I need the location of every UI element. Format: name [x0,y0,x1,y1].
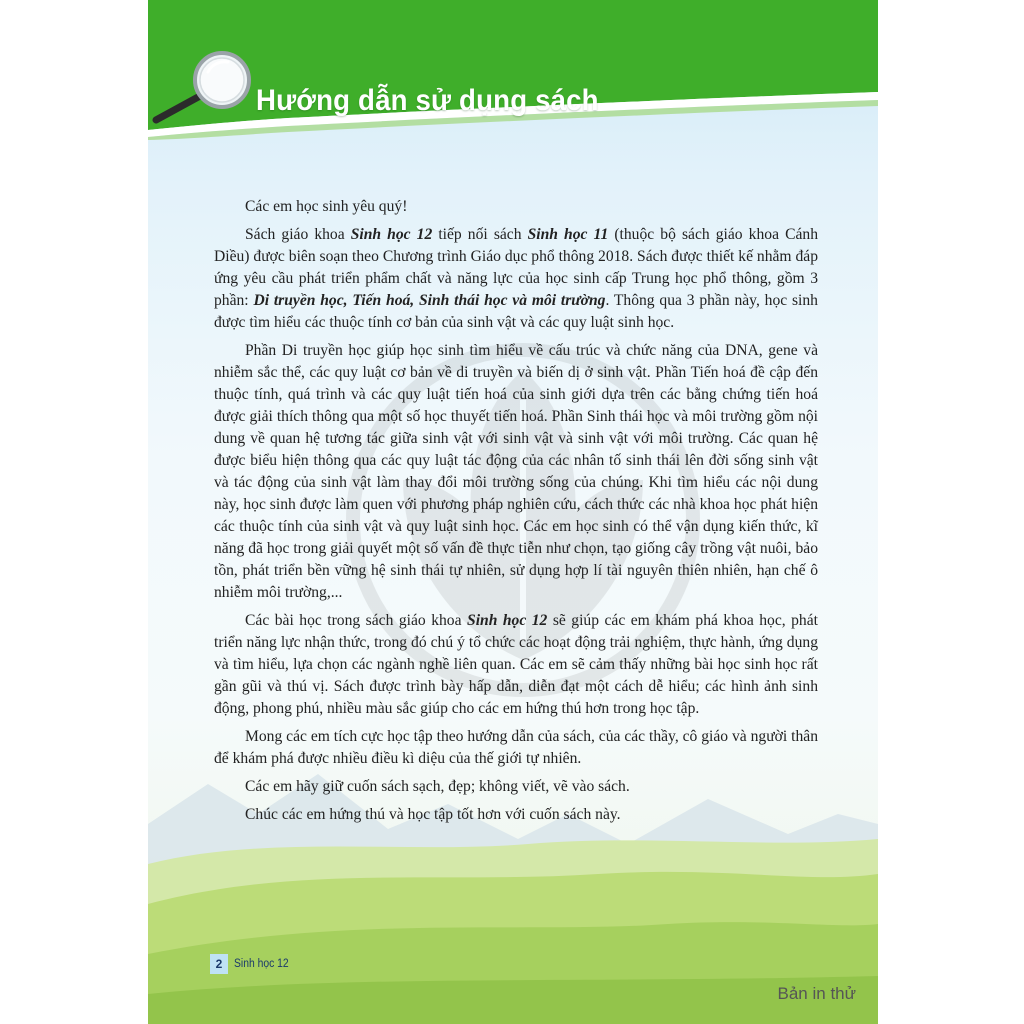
book-title-emphasis: Sinh học 12 [350,226,433,243]
sections-emphasis: Di truyền học, Tiến hoá, Sinh thái học và môi trường [253,292,606,309]
book-title-emphasis: Sinh học 11 [527,226,609,243]
content-paragraph: Phần Di truyền học giúp học sinh tìm hiểu về cấu trúc và chức năng của DNA, gene và nhiễm sắc thể, các quy luật cơ bản về di truyền và biến dị ở sinh vật. Phần Tiến hoá đề cập đến thuộc tính, quá trình và các quy luật tiến hoá của sinh giới dựa trên các bằng chứng tiến hoá được giải thích thông qua một số học thuyết tiến hoá. Phần Sinh thái học và môi trường gồm nội dung về quan hệ tương tác giữa sinh vật với sinh vật và sinh vật với môi trường. Các quan hệ được biểu hiện thông qua các quy luật tác động của các nhân tố sinh thái lên đời sống sinh vật và tác động của sinh vật làm thay đổi môi trường sống của chúng. Khi tìm hiểu các nội dung này, học sinh được làm quen với phương pháp nghiên cứu, cách thức các nhà khoa học phát hiện các thuộc tính của sinh vật và quy luật sinh học. Các em học sinh có thể vận dụng kiến thức, kĩ năng đã học trong giải quyết một số vấn đề thực tiễn như chọn, tạo giống cây trồng vật nuôi, bảo tồn, phát triển bền vững hệ sinh thái tự nhiên, sử dụng hợp lí tài nguyên thiên nhiên, hạn chế ô nhiễm môi trường,... [214,342,818,601]
book-name-label: Sinh học 12 [234,958,289,970]
encouragement-paragraph: Mong các em tích cực học tập theo hướng dẫn của sách, của các thầy, cô giáo và người thân để khám phá được nhiều điều kì diệu của thế giới tự nhiên. [214,728,818,767]
intro-paragraph: Sách giáo khoa Sinh học 12 tiếp nối sách Sinh học 11 (thuộc bộ sách giáo khoa Cánh Diều) được biên soạn theo Chương trình Giáo dục phổ thông 2018. Sách được thiết kế nhằm đáp ứng yêu cầu phát triển phẩm chất và năng lực của học sinh cấp Trung học phổ thông, gồm 3 phần: Di truyền học, Tiến hoá, Sinh thái học và môi trường. Thông qua 3 phần này, học sinh được tìm hiểu các thuộc tính cơ bản của sinh vật và các quy luật sinh học. [214,226,818,331]
body-text [214,196,818,832]
page-title: Hướng dẫn sử dụng sách [256,84,599,117]
page-footer [210,954,295,974]
draft-label: Bản in thử [777,984,856,1003]
book-title-emphasis: Sinh học 12 [467,612,548,629]
magnifier-icon [148,50,258,130]
greeting-paragraph: Các em học sinh yêu quý! [245,198,408,215]
book-page [148,0,878,1024]
wishes-paragraph: Chúc các em hứng thú và học tập tốt hơn với cuốn sách này. [245,806,621,823]
page-number: 2 [210,954,228,974]
care-paragraph: Các em hãy giữ cuốn sách sạch, đẹp; không viết, vẽ vào sách. [245,778,630,795]
lessons-paragraph: Các bài học trong sách giáo khoa Sinh học 12 sẽ giúp các em khám phá khoa học, phát triển năng lực nhận thức, trong đó chú ý tổ chức các hoạt động trải nghiệm, thực hành, ứng dụng và tìm hiểu, lựa chọn các ngành nghề liên quan. Các em sẽ cảm thấy những bài học sinh học rất gần gũi và thú vị. Sách được trình bày hấp dẫn, diễn đạt một cách dễ hiểu; các hình ảnh sinh động, phong phú, nhiều màu sắc giúp cho các em hứng thú hơn trong học tập. [214,612,818,717]
